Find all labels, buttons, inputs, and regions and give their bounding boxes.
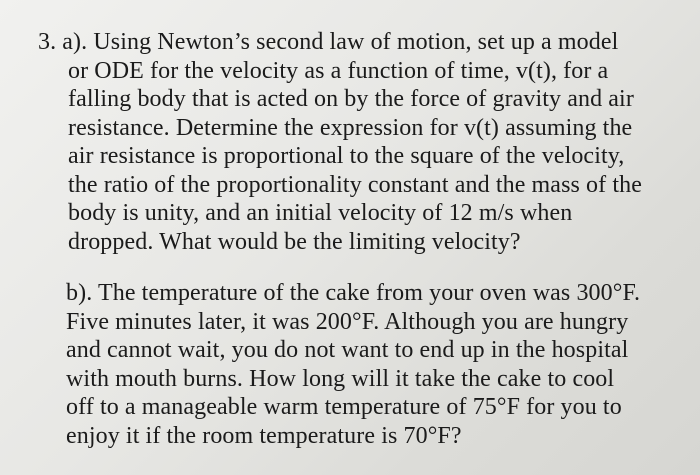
problem-3 bbox=[30, 28, 670, 450]
part-b-line-2: Five minutes later, it was 200°F. Although you are hungry bbox=[66, 308, 629, 335]
part-a-line-1: 3. a). Using Newton’s second law of motion, set up a model bbox=[38, 29, 619, 55]
part-b-line-5: off to a manageable warm temperature of 75°F for you to bbox=[66, 394, 622, 420]
part-a-line-3: falling body that is acted on by the force of gravity and air bbox=[68, 86, 634, 112]
part-a-line-7: body is unity, and an initial velocity of 12 m/s when bbox=[68, 200, 573, 226]
part-b-line-3: and cannot wait, you do not want to end up in the hospital bbox=[66, 337, 629, 363]
part-a bbox=[30, 28, 670, 256]
part-b-line-1: b). The temperature of the cake from your oven was 300°F. bbox=[66, 280, 641, 306]
part-b-line-6: enjoy it if the room temperature is 70°F? bbox=[66, 422, 462, 449]
part-a-line-4: resistance. Determine the expression for v(t) assuming the bbox=[68, 114, 633, 141]
part-a-line-5: air resistance is proportional to the square of the velocity, bbox=[68, 143, 625, 169]
part-a-line-8: dropped. What would be the limiting velocity? bbox=[68, 228, 521, 255]
part-a-line-2: or ODE for the velocity as a function of time, v(t), for a bbox=[68, 57, 609, 84]
part-a-line-6: the ratio of the proportionality constant and the mass of the bbox=[68, 171, 642, 198]
part-b bbox=[30, 279, 670, 450]
part-b-line-4: with mouth burns. How long will it take the cake to cool bbox=[66, 365, 615, 392]
